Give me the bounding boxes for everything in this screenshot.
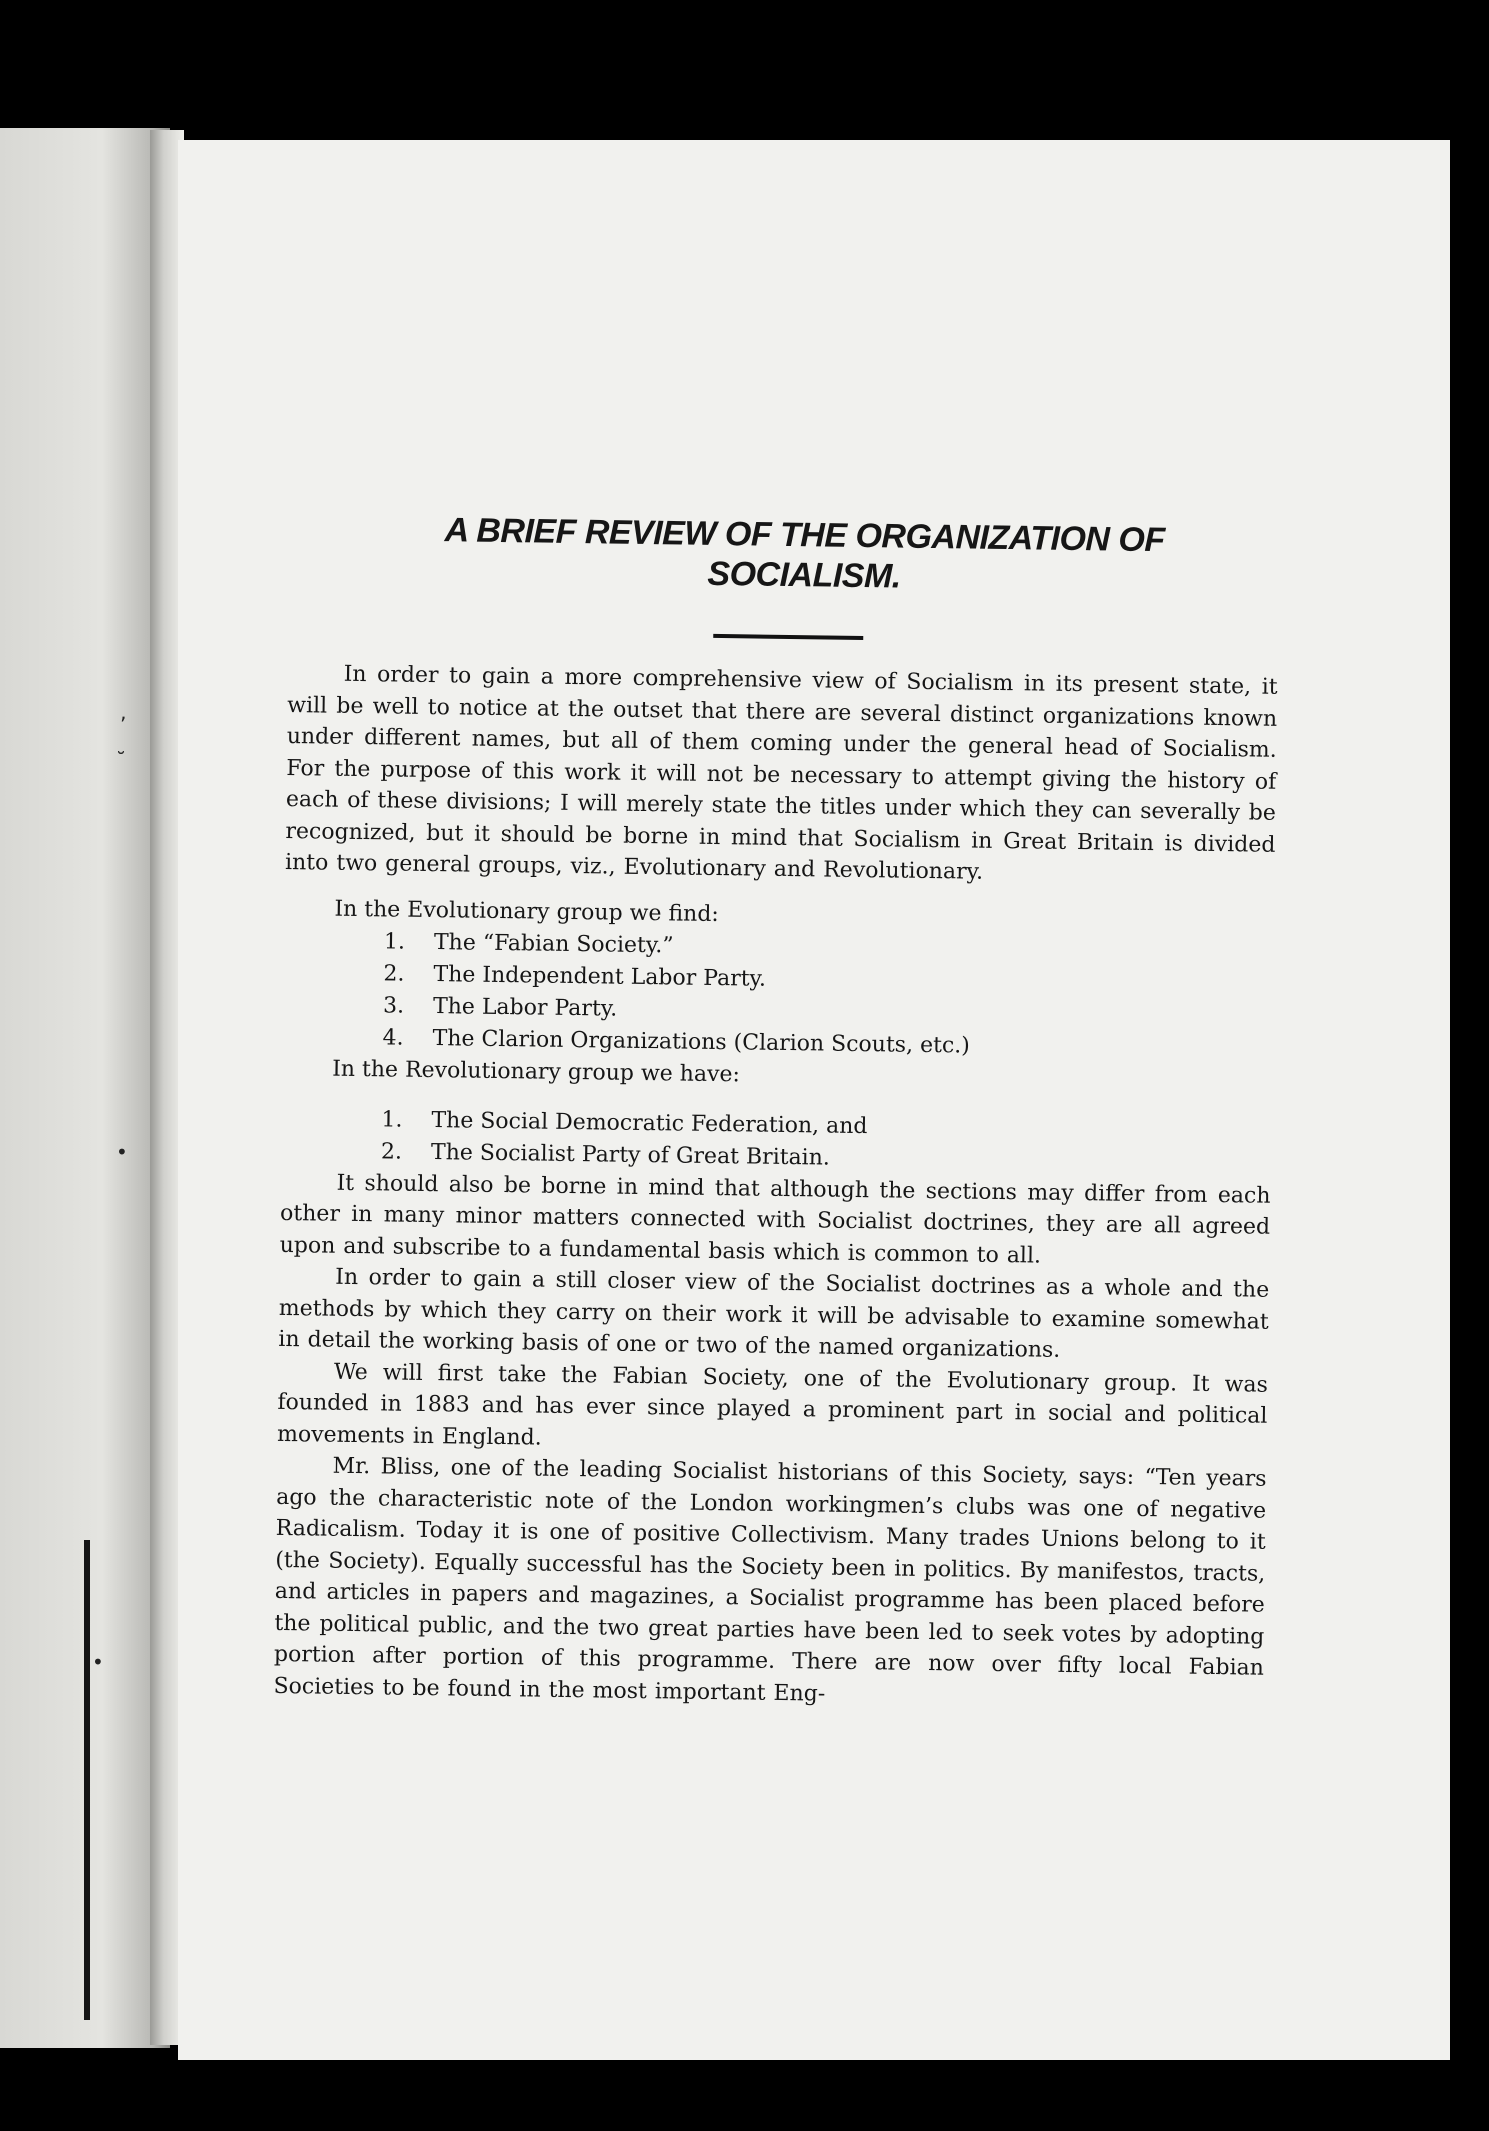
evolutionary-list [282,924,1274,1066]
body-paragraph: We will first take the Fabian Society, one of the Evolutionary group. It was founded in 1883 and has ever since played a prominent part in social and political movements in England. [276,1359,1269,1451]
list-number: 2. [380,1138,403,1165]
margin-mark: • [92,1650,104,1674]
list-number: 4. [382,1024,404,1051]
intro-paragraph: In order to gain a more comprehensive view of Socialism in its present state, it will be well to notice at the outset that there are several distinct organizations known under different names, but all of them coming under the general head of Socialism. For the purpose of this work it will not be necessary to attempt giving the history of each of these divisions; I will merely state the titles under which they can severally be recognized, but it should be borne in mind that Socialism in Great Britain is divided into two general groups, viz., Evolutionary and Revolutionary. [284,661,1278,885]
list-number: 1. [383,928,406,955]
margin-mark: • [116,1140,128,1164]
margin-mark: ˘ [116,748,126,772]
list-text: The Independent Labor Party. [433,961,767,992]
document-body [273,508,1280,1716]
margin-mark: ‚ [120,700,127,724]
list-text: The “Fabian Society.” [433,929,674,958]
list-number: 1. [381,1106,403,1133]
list-number: 2. [383,960,405,987]
title-rule [713,634,863,640]
list-text: The Social Democratic Federation, and [431,1107,868,1139]
page-edge-shadow [84,1540,90,2020]
list-text: The Clarion Organizations (Clarion Scouts, etc.) [432,1025,970,1059]
evolutionary-group-label: In the Evolutionary group we find: [334,896,719,927]
revolutionary-group-label: In the Revolutionary group we have: [332,1056,741,1087]
list-text: The Socialist Party of Great Britain. [430,1139,831,1171]
title-line: A BRIEF REVIEW OF THE ORGANIZATION OF [444,511,1165,560]
list-number: 3. [382,992,405,1019]
list-text: The Labor Party. [432,993,618,1022]
body-paragraph: In order to gain a still closer view of the Socialist doctrines as a whole and the methods by which they carry on their work it will be advisable to examine somewhat in detail the working basis of one or two of the named organizations. [278,1264,1270,1363]
body-paragraph: Mr. Bliss, one of the leading Socialist historians of this Society, says: “Ten years ago the characteristic note of the London workingmen’s clubs was one of negative Radicalism. Today it is one of positive Collectivism. Many trades Unions belong to it (the Society). Equally successful has the Society been in politics. By manifestos, tracts, and articles in papers and magazines, a Socialist programme has been placed before the political public, and the two great parties have been led to seek votes by adopting portion after portion of this programme. There are now over fifty local Fabian Societies to be found in the most important Eng- [273,1453,1267,1707]
title-line: SOCIALISM. [707,554,902,596]
page-title [329,509,1280,602]
body-paragraph: It should also be borne in mind that although the sections may differ from each other in many minor matters connected with Socialist doctrines, they are all agreed upon and subscribe to a fundamental basis which is common to all. [279,1170,1271,1269]
